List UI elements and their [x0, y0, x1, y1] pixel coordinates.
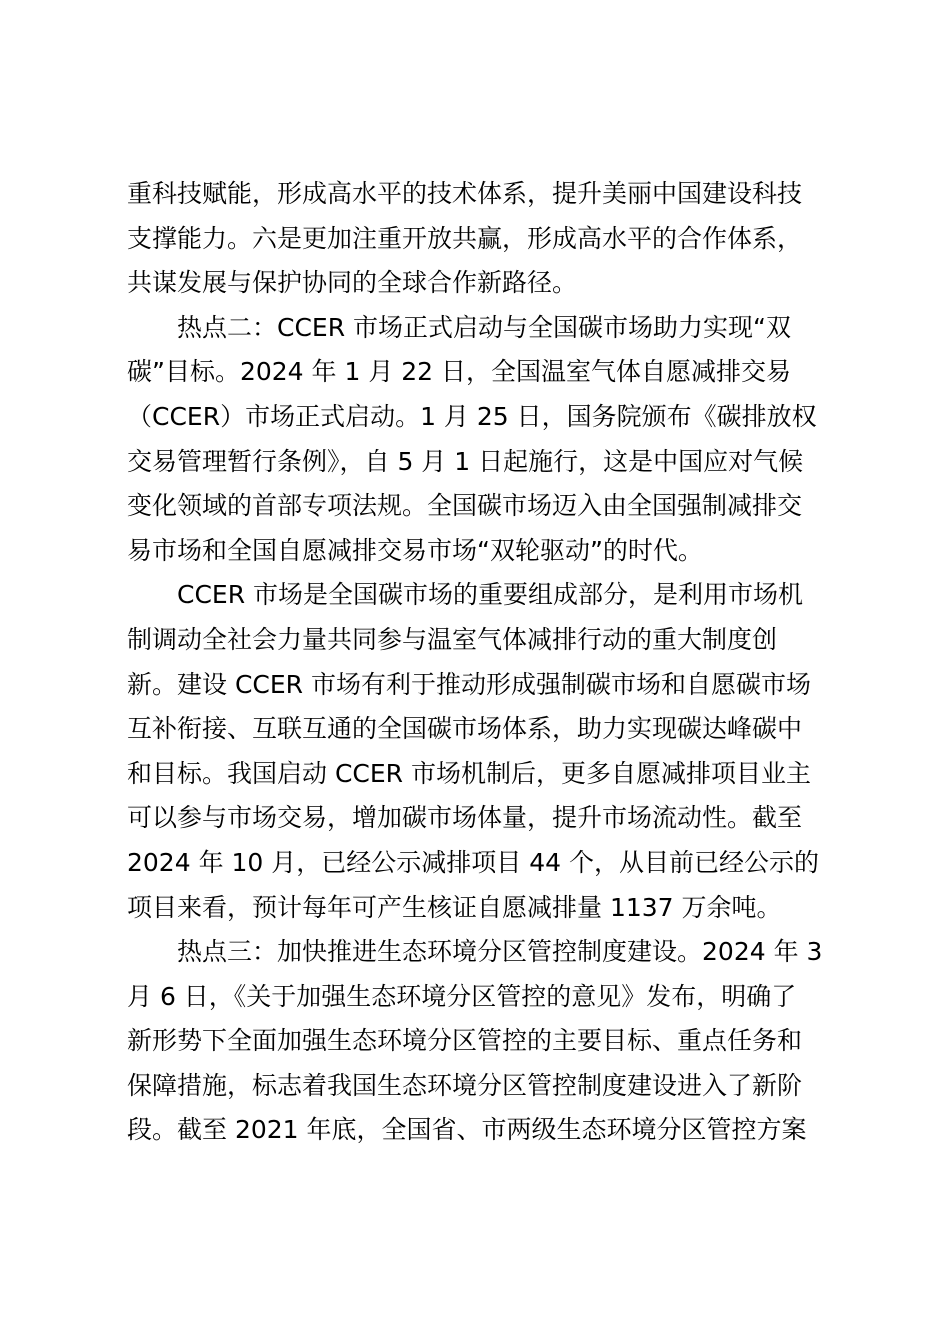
text-line: 制调动全社会力量共同参与温室气体减排行动的重大制度创 — [127, 624, 778, 654]
text-line: 2024 年 10 月，已经公示减排项目 44 个，从目前已经公示的 — [127, 847, 819, 877]
text-line: 重科技赋能，形成高水平的技术体系，提升美丽中国建设科技 — [127, 179, 803, 208]
text-line: 热点二：CCER 市场正式启动与全国碳市场助力实现“双 — [177, 312, 791, 342]
text-line: 互补衔接、互联互通的全国碳市场体系，助力实现碳达峰碳中 — [127, 714, 803, 744]
text-line: 变化领域的首部专项法规。全国碳市场迈入由全国强制减排交 — [127, 491, 803, 521]
text-line: 共谋发展与保护协同的全球合作新路径。 — [127, 268, 578, 298]
text-line: 项目来看，预计每年可产生核证自愿减排量 1137 万余吨。 — [127, 892, 782, 922]
text-line: 和目标。我国启动 CCER 市场机制后，更多自愿减排项目业主 — [127, 758, 811, 788]
text-line: 支撑能力。六是更加注重开放共赢，形成高水平的合作体系， — [127, 223, 803, 253]
document-body — [127, 172, 827, 1153]
text-line: 热点三：加快推进生态环境分区管控制度建设。2024 年 3 — [177, 937, 823, 967]
text-line: 可以参与市场交易，增加碳市场体量，提升市场流动性。截至 — [127, 803, 803, 833]
text-line: 碳”目标。2024 年 1 月 22 日，全国温室气体自愿减排交易 — [127, 357, 792, 387]
text-line: 段。截至 2021 年底，全国省、市两级生态环境分区管控方案 — [127, 1115, 807, 1145]
text-line: 新形势下全面加强生态环境分区管控的主要目标、重点任务和 — [127, 1026, 803, 1056]
text-line: （CCER）市场正式启动。1 月 25 日，国务院颁布《碳排放权 — [127, 401, 817, 431]
text-line: 月 6 日，《关于加强生态环境分区管控的意见》发布，明确了 — [127, 981, 797, 1011]
text-line: CCER 市场是全国碳市场的重要组成部分，是利用市场机 — [177, 580, 804, 610]
text-line: 保障措施，标志着我国生态环境分区管控制度建设进入了新阶 — [127, 1070, 803, 1100]
text-line: 易市场和全国自愿减排交易市场“双轮驱动”的时代。 — [127, 535, 703, 565]
text-line: 新。建设 CCER 市场有利于推动形成强制碳市场和自愿碳市场 — [127, 669, 811, 699]
text-line: 交易管理暂行条例》，自 5 月 1 日起施行，这是中国应对气候 — [127, 446, 804, 476]
